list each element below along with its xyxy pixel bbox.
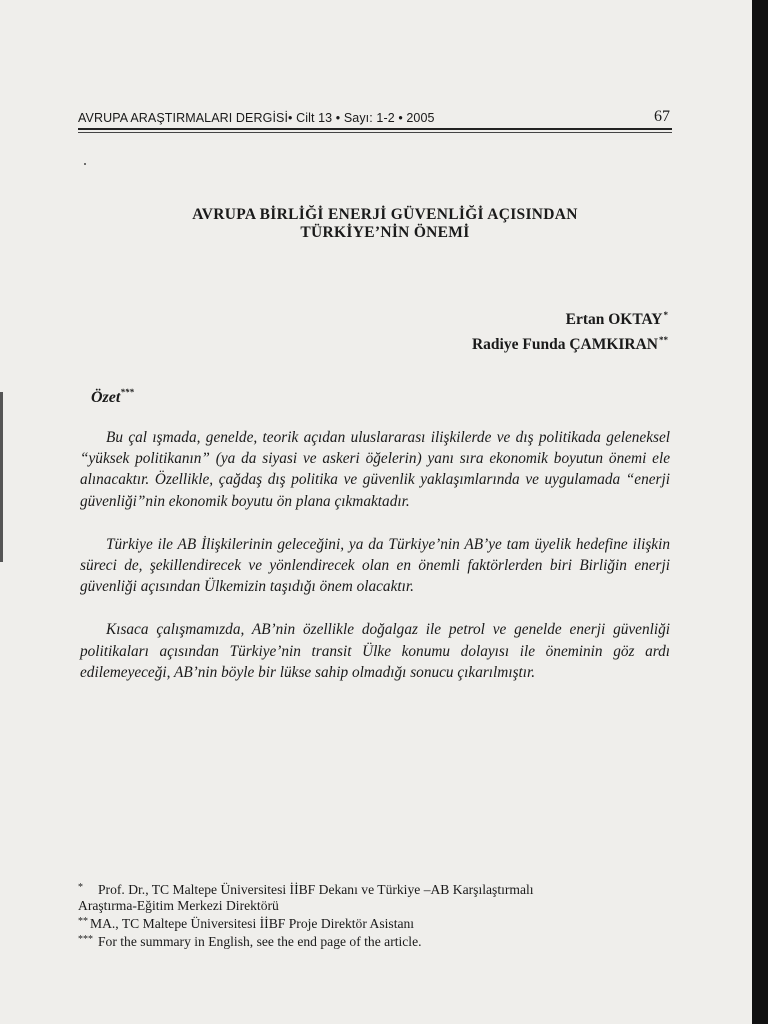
abstract-heading bbox=[91, 387, 134, 407]
abstract-paragraph: Türkiye ile AB İlişkilerinin geleceğini, ya da Türkiye’nin AB’ye tam üyelik hedefine ilişkin süreci de, şekillendirecek ve yönlendirecek olan en önemli faktörlerden biri Birliğin enerji güvenliği açısından Ülkemizin taşıdığı önem olacaktır. bbox=[80, 535, 670, 596]
author-name: Radiye Funda ÇAMKIRAN bbox=[471, 336, 658, 353]
footnote-2: ** MA., TC Maltepe Üniversitesi İİBF Proje Direktör Asistanı bbox=[78, 916, 415, 931]
footnote-1 bbox=[78, 880, 678, 898]
footnotes bbox=[78, 880, 678, 950]
footnote-3: *** For the summary in English, see the end page of the article. bbox=[78, 934, 422, 949]
title-line-1: AVRUPA BİRLİĞİ ENERJİ GÜVENLİĞİ AÇISINDAN bbox=[192, 206, 578, 223]
abstract-heading-text: Özet bbox=[91, 389, 121, 406]
journal-citation: AVRUPA ARAŞTIRMALARI DERGİSİ• Cilt 13 • Sayı: 1-2 • 2005 bbox=[78, 111, 435, 125]
running-head bbox=[78, 108, 670, 128]
footnote-marker: ** bbox=[659, 335, 668, 345]
author-2 bbox=[472, 330, 668, 355]
scan-edge-left bbox=[0, 392, 3, 562]
article-title bbox=[100, 206, 670, 242]
footnote-text: For the summary in English, see the end page of the article. bbox=[98, 934, 422, 949]
header-rule bbox=[78, 128, 672, 130]
page-number: 67 bbox=[654, 108, 670, 125]
footnote-text: Prof. Dr., TC Maltepe Üniversitesi İİBF Dekanı ve Türkiye –AB Karşılaştırmalı bbox=[98, 882, 534, 897]
abstract-body bbox=[80, 427, 670, 705]
footnote-1-continuation: Araştırma-Eğitim Merkezi Direktörü bbox=[78, 898, 279, 913]
scan-edge-right bbox=[752, 0, 768, 1024]
footnote-marker: * bbox=[78, 882, 83, 893]
header-rule-secondary bbox=[78, 132, 672, 133]
author-1 bbox=[472, 305, 668, 330]
title-line-2: TÜRKİYE’NİN ÖNEMİ bbox=[300, 224, 470, 241]
scan-speck bbox=[84, 163, 86, 165]
author-name: Ertan OKTAY bbox=[565, 311, 663, 328]
abstract-paragraph: Kısaca çalışmamızda, AB’nin özellikle doğalgaz ile petrol ve genelde enerji güvenliği politikaları açısından Türkiye’nin transit Ülke konumu dolayısı ile öneminin göz ardı edilemeyeceği, AB’nin böyle bir lükse sahip olmadığı sonucu çıkarılmıştır. bbox=[80, 621, 670, 681]
author-block bbox=[472, 305, 668, 355]
abstract-paragraph: Bu çal ışmada, genelde, teorik açıdan uluslararası ilişkilerde ve dış politikada geleneksel “yüksek politikanın” (ya da siyasi ve askeri öğelerin) yanı sıra ekonomik boyutun önemi ele alınacaktır. Özellikle, çağdaş dış politika ve güvenlik yaklaşımlarında ve uygulamada “enerji güvenliği”nin ekonomik boyutu ön plana çıkmaktadır. bbox=[80, 429, 670, 510]
footnote-marker: * bbox=[663, 310, 668, 320]
footnote-text: MA., TC Maltepe Üniversitesi İİBF Proje Direktör Asistanı bbox=[90, 916, 415, 931]
footnote-marker: *** bbox=[120, 387, 134, 397]
